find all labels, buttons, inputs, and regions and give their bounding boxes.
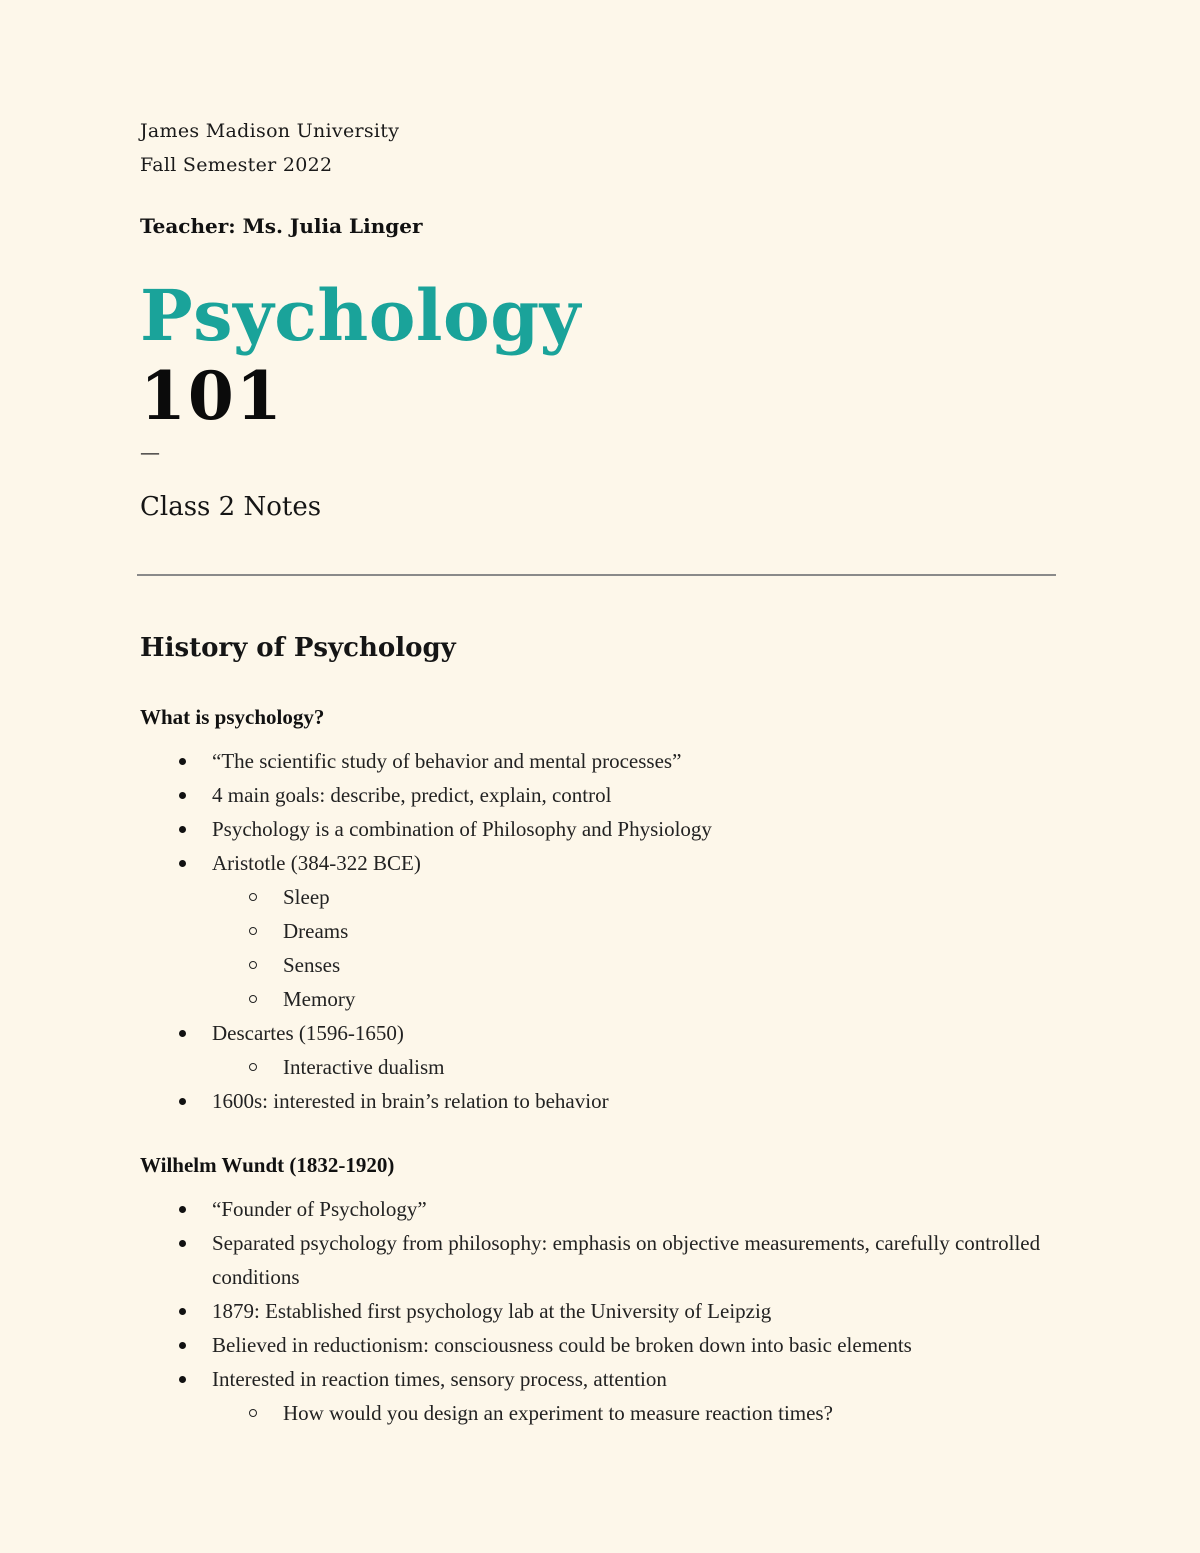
list-item: Separated psychology from philosophy: emphasis on objective measurements, carefully controlled conditions <box>140 1226 1060 1294</box>
list-item: Interested in reaction times, sensory process, attention <box>140 1362 1060 1396</box>
list-item: 1879: Established first psychology lab at the University of Leipzig <box>140 1294 1060 1328</box>
document-title: Psychology <box>140 274 581 357</box>
institution-line: James Madison University <box>140 120 400 142</box>
list-item: Psychology is a combination of Philosophy and Physiology <box>140 812 1060 846</box>
section-heading: History of Psychology <box>140 633 456 663</box>
list-item: Descartes (1596-1650) <box>140 1016 1060 1050</box>
horizontal-divider <box>137 574 1056 576</box>
list-item: “Founder of Psychology” <box>140 1192 1060 1226</box>
sub-list-item: Interactive dualism <box>140 1050 1060 1084</box>
list-item: 1600s: interested in brain’s relation to behavior <box>140 1084 1060 1118</box>
semester-line: Fall Semester 2022 <box>140 154 333 176</box>
teacher-line: Teacher: Ms. Julia Linger <box>140 214 423 238</box>
list-item: “The scientific study of behavior and mental processes” <box>140 744 1060 778</box>
sub-list-item: Senses <box>140 948 1060 982</box>
sub-list-item: Dreams <box>140 914 1060 948</box>
title-dash: — <box>140 440 160 464</box>
subheading-wilhelm-wundt: Wilhelm Wundt (1832-1920) <box>140 1153 395 1177</box>
list-item: Aristotle (384-322 BCE) <box>140 846 1060 880</box>
bullet-list-what-is-psychology <box>140 744 1060 1118</box>
list-item: Believed in reductionism: consciousness could be broken down into basic elements <box>140 1328 1060 1362</box>
sub-list-item: Sleep <box>140 880 1060 914</box>
sub-list-item: Memory <box>140 982 1060 1016</box>
subheading-what-is-psychology: What is psychology? <box>140 705 325 729</box>
class-notes-heading: Class 2 Notes <box>140 492 322 522</box>
notes-content <box>140 628 1060 1430</box>
sub-list-item: How would you design an experiment to measure reaction times? <box>140 1396 1060 1430</box>
bullet-list-wundt <box>140 1192 1060 1430</box>
course-number: 101 <box>140 357 284 435</box>
list-item: 4 main goals: describe, predict, explain, control <box>140 778 1060 812</box>
